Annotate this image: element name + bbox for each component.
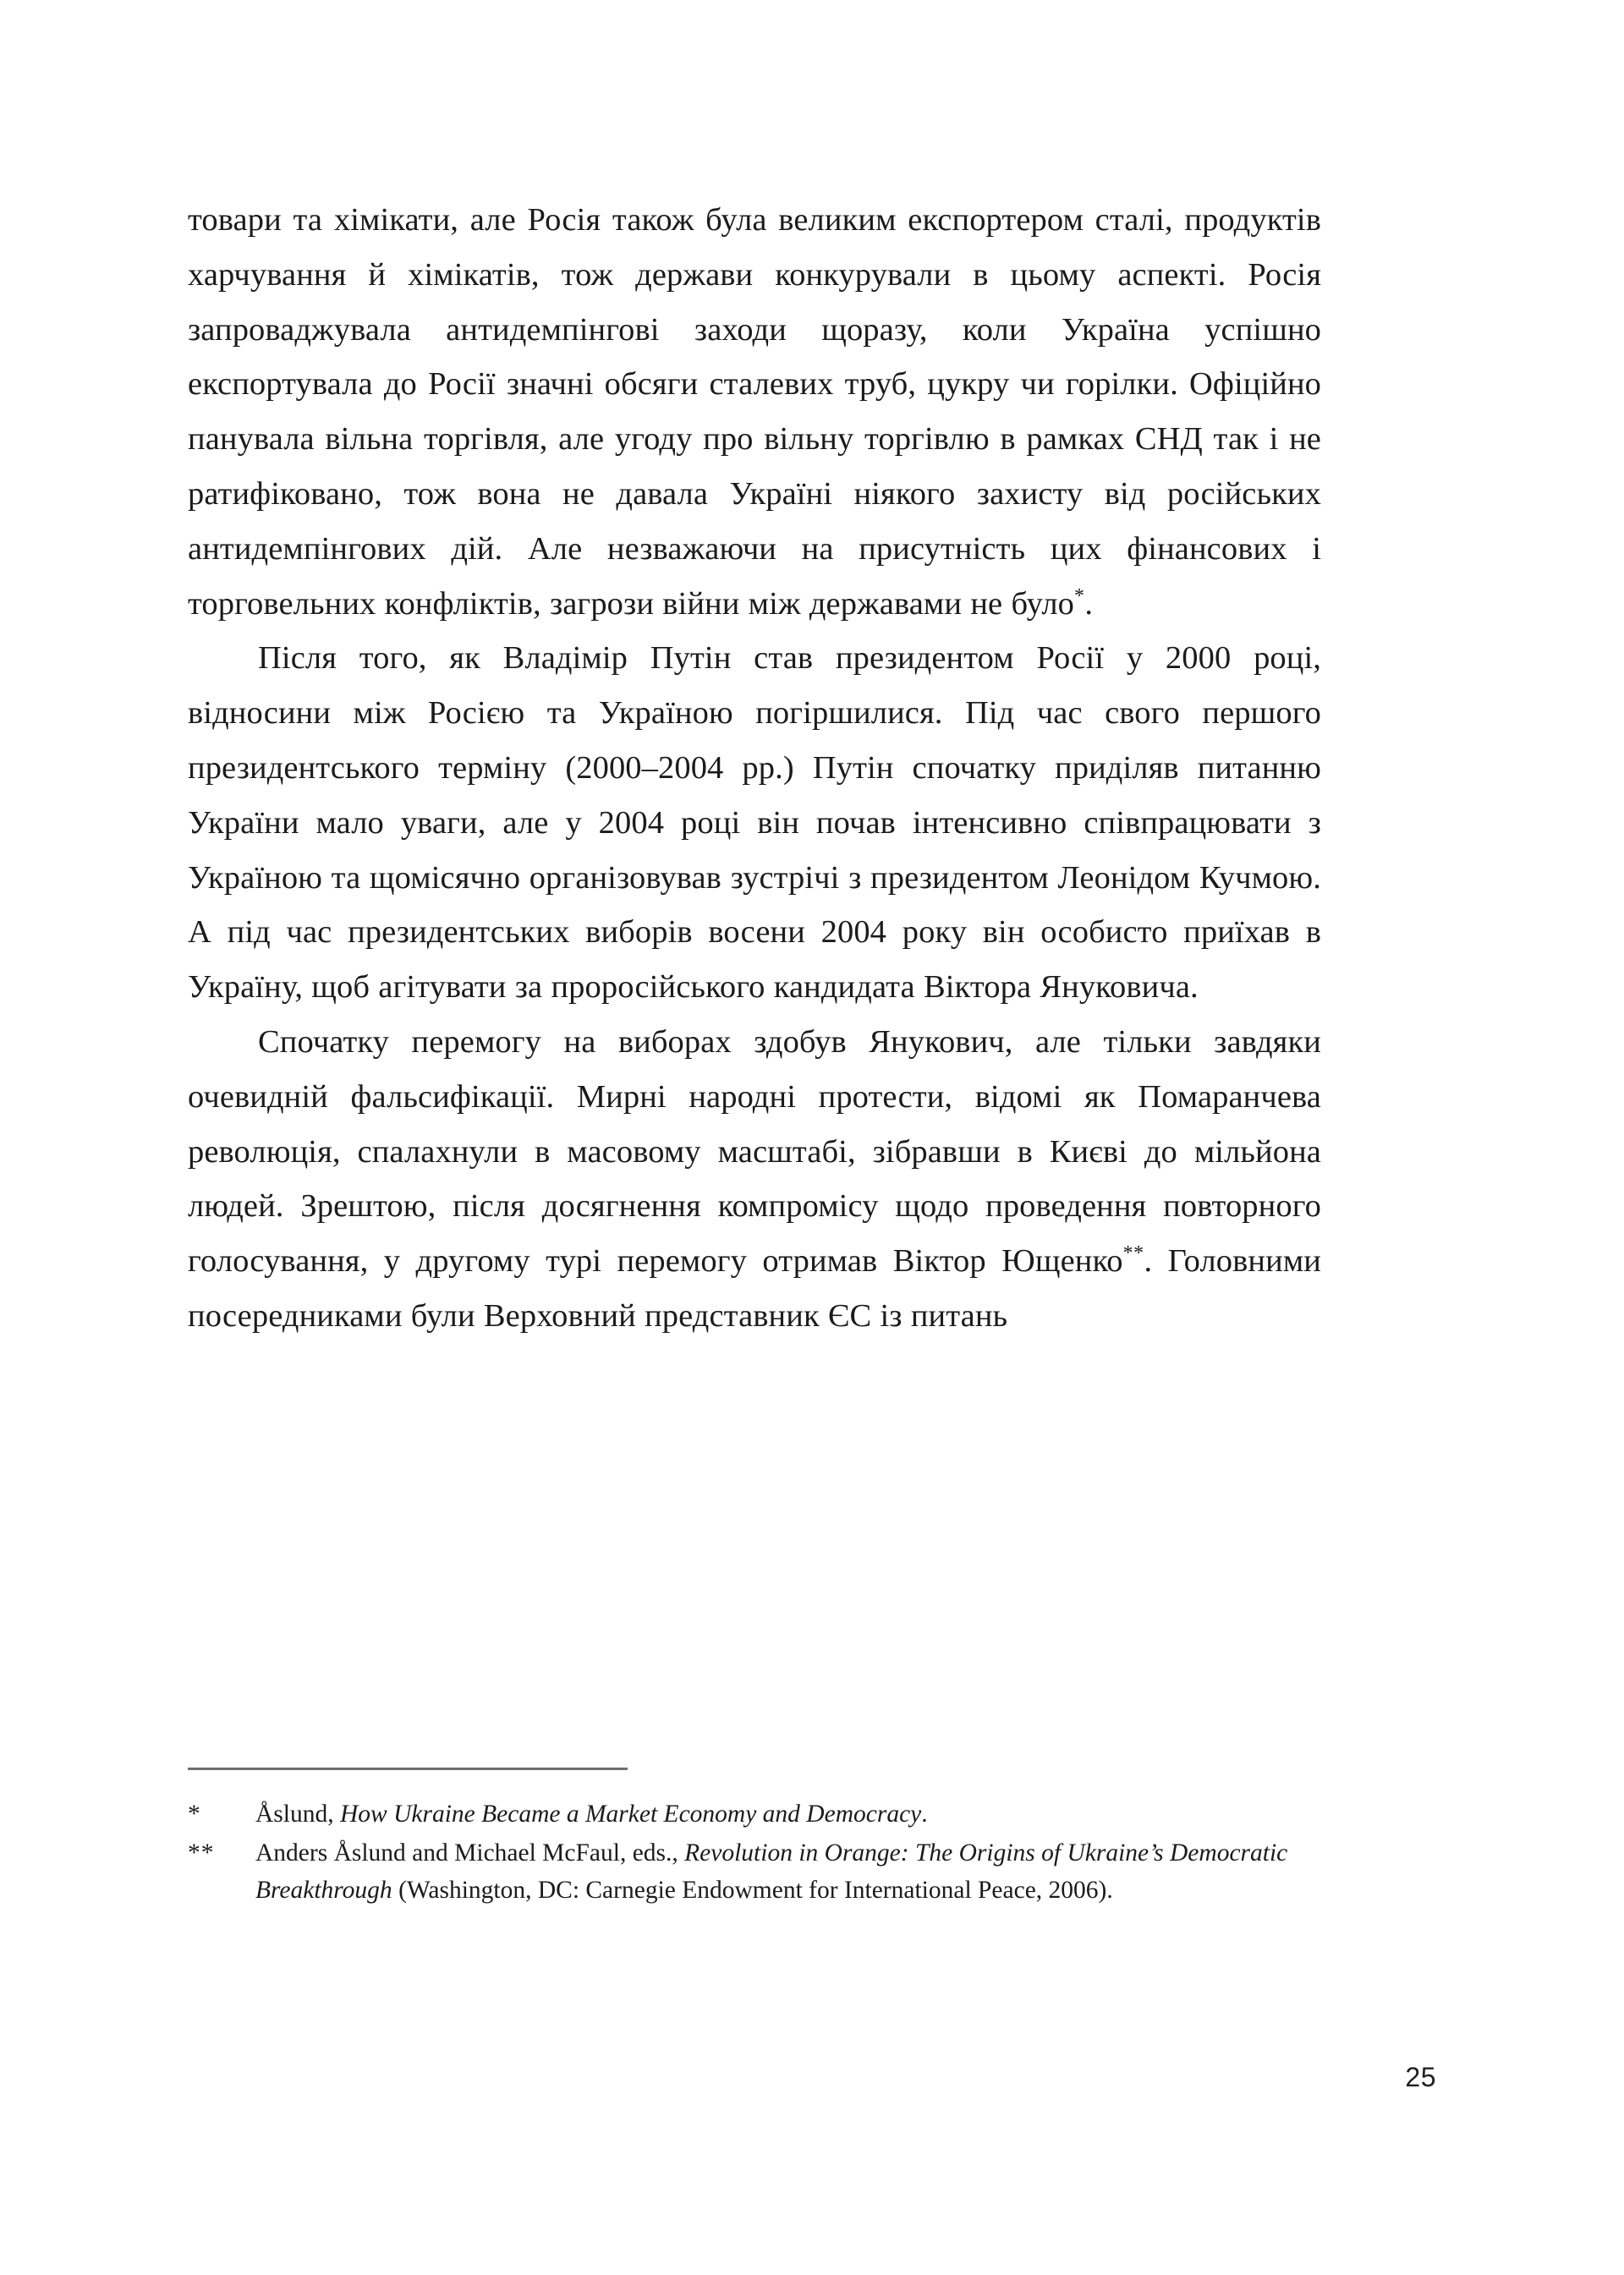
footnote-text: Anders Åslund and Michael McFaul, eds., Revolution in Orange: The Origins of Ukraine’s Democratic Breakthrough (Washington, DC: Carnegie Endowment for International Peace, 2006). <box>255 1839 1288 1904</box>
paragraph-3-text: Спочатку перемогу на виборах здобув Янукович, але тільки завдяки очевидній фальсифікації. Мирні народні протести, відомі як Помаранчева революція, спалахнули в масовому масштабі, зібравши в Києві до мільйона людей. Зрештою, після досягнення компромісу щодо проведення повторного голосування, у другому турі перемогу отримав Віктор Ющенко <box>188 1023 1321 1280</box>
footnote-marker-label: * <box>188 1801 201 1828</box>
paragraph-2-text: Після того, як Владімір Путін став президентом Росії у 2000 році, відносини між Росією та Україною погіршилися. Під час свого першого президентського терміну (2000–2004 рр.) Путін спочатку приділяв питанню України мало уваги, але у 2004 році він почав інтенсивно співпрацювати з Україною та щомісячно організовував зустрічі з президентом Леонідом Кучмою. А під час президентських виборів восени 2004 року він особисто приїхав в Україну, щоб агітувати за проросійського кандидата Віктора Януковича. <box>188 640 1321 1006</box>
footnote-marker-2[interactable]: ** <box>1122 1242 1144 1265</box>
footnote-text: Åslund, How Ukraine Became a Market Economy and Democracy. <box>255 1801 928 1828</box>
paragraph-3 <box>188 1015 1321 1344</box>
footnote-item <box>188 1795 1321 1833</box>
body-text-block <box>188 193 1321 1344</box>
paragraph-1-tail: . <box>1084 585 1094 622</box>
paragraph-2 <box>188 631 1321 1015</box>
footnote-marker-label: ** <box>188 1839 215 1867</box>
paragraph-3-tail: . Головними посередниками були Верховний представник ЄС із питань <box>188 1243 1321 1334</box>
page-number: 25 <box>1405 2062 1436 2092</box>
footnote-item <box>188 1834 1321 1909</box>
paragraph-1 <box>188 193 1321 631</box>
footnote-separator-rule <box>188 1768 628 1770</box>
footnote-marker-1[interactable]: * <box>1073 584 1085 607</box>
footnotes-section <box>188 1768 1321 1910</box>
paragraph-1-text: товари та хімікати, але Росія також була великим експортером сталі, продуктів харчування й хімікатів, тож держави конкурували в цьому аспекті. Росія запроваджувала антидемпінгові заходи щоразу, коли Україна успішно експортувала до Росії значні обсяги сталевих труб, цукру чи горілки. Офіційно панувала вільна торгівля, але угоду про вільну торгівлю в рамках СНД так і не ратифіковано, тож вона не давала Україні ніякого захисту від російських антидемпінгових дій. Але незважаючи на присутність цих фінансових і торговельних конфліктів, загрози війни між державами не було <box>188 202 1321 622</box>
